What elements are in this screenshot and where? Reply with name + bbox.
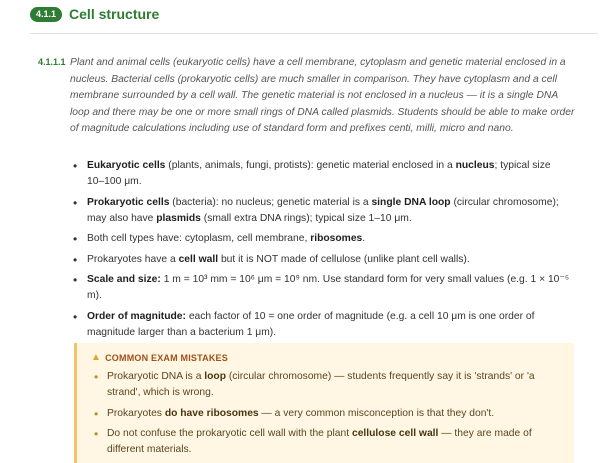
list-item: • Order of magnitude: each factor of 10 = one order of magnitude (e.g. a cell 10 μm is one order of magnitude larger than a bacterium 1 μm). xyxy=(70,309,570,341)
spec-point xyxy=(38,55,578,138)
list-item: • Prokaryotic DNA is a loop (circular chromosome) — students frequently say it is 'strands' or 'a strand', which is wrong. xyxy=(93,369,548,401)
callout-title: ▲ COMMON EXAM MISTAKES xyxy=(91,352,228,363)
list-item: • Scale and size: 1 m = 10³ mm = 10⁶ μm = 10⁹ nm. Use standard form for very small values (e.g. 1 × 10⁻⁵ m). xyxy=(70,272,570,304)
list-item: • Prokaryotic cells (bacteria): no nucleus; genetic material is a single DNA loop (circular chromosome); may also have plasmids (small extra DNA rings); typical size 1–10 μm. xyxy=(70,195,570,227)
warning-triangle-icon: ▲ xyxy=(91,352,102,363)
spec-code: 4.1.1.1 xyxy=(38,57,66,67)
spec-text: Plant and animal cells (eukaryotic cells) have a cell membrane, cytoplasm and genetic material enclosed in a nucleus. Bacterial cells (prokaryotic cells) are much smaller in comparison. They have cytoplasm and a cell membrane surrounded by a cell wall. The genetic material is not enclosed in a nucleus — it is a single DNA loop and there may be one or more small rings of DNA called plasmids. Students should be able to make order of magnitude calculations including use of standard form and prefixes centi, milli, micro and nano. xyxy=(70,57,575,135)
exam-mistakes-callout xyxy=(74,343,574,463)
list-item: • Prokaryotes have a cell wall but it is NOT made of cellulose (unlike plant cell walls). xyxy=(70,252,570,268)
list-item: • Both cell types have: cytoplasm, cell membrane, ribosomes. xyxy=(70,231,570,247)
key-points-list xyxy=(70,158,570,345)
list-item: • Eukaryotic cells (plants, animals, fungi, protists): genetic material enclosed in a nucleus; typical size 10–100 μm. xyxy=(70,158,570,190)
list-item: • Prokaryotes do have ribosomes — a very common misconception is that they don't. xyxy=(93,406,548,422)
mistakes-list xyxy=(93,369,548,463)
section-title: Cell structure xyxy=(69,6,160,22)
section-number-badge: 4.1.1 xyxy=(30,7,62,22)
header-divider xyxy=(30,33,598,34)
list-item: • Do not confuse the prokaryotic cell wall with the plant cellulose cell wall — they are made of different materials. xyxy=(93,426,548,458)
section-header xyxy=(30,6,159,22)
